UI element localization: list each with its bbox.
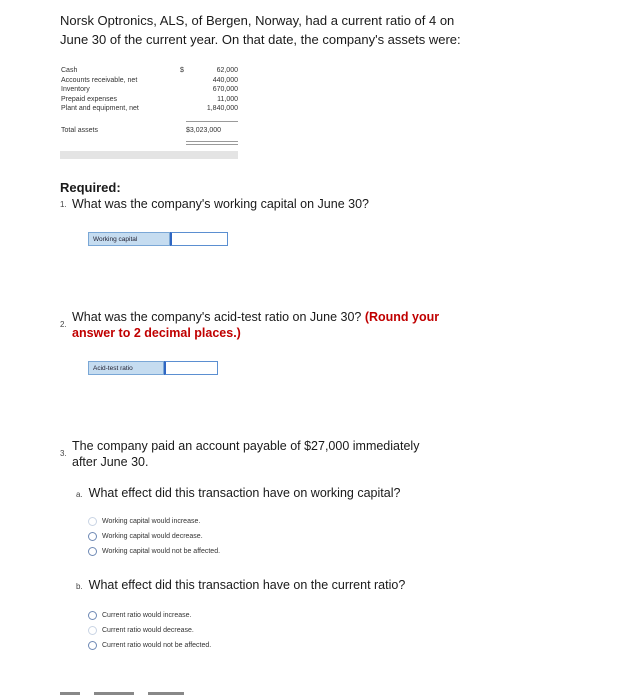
asset-label: Inventory	[61, 86, 90, 93]
currency-symbol	[180, 95, 188, 105]
question-3a-text: What effect did this transaction have on working capital?	[88, 486, 401, 500]
asset-label: Plant and equipment, net	[61, 105, 139, 112]
question-3a-letter: a.	[76, 490, 83, 499]
asset-row-inventory	[61, 85, 238, 95]
subtotal-rule	[186, 121, 238, 122]
question-3-number: 3.	[60, 449, 67, 458]
intro-line-2: June 30 of the current year. On that date, the company's assets were:	[60, 32, 461, 47]
total-value: $3,023,000	[186, 127, 222, 134]
question-2-round-note-a: (Round your	[364, 310, 440, 324]
option-label: Working capital would not be affected.	[102, 548, 221, 555]
radio-icon[interactable]	[88, 532, 97, 541]
radio-icon[interactable]	[88, 547, 97, 556]
asset-row-plant	[61, 104, 238, 114]
question-3a	[76, 486, 400, 500]
asset-row-receivables	[61, 76, 238, 86]
total-assets-row	[61, 127, 238, 134]
option-wc-decrease[interactable]	[88, 532, 203, 541]
required-heading: Required:	[60, 180, 121, 195]
question-2-number: 2.	[60, 320, 67, 329]
asset-value: 440,000	[212, 76, 238, 84]
currency-symbol	[180, 85, 188, 95]
question-3-line-2: after June 30.	[72, 455, 149, 469]
asset-value: 670,000	[212, 86, 238, 93]
option-label: Current ratio would increase.	[102, 612, 192, 619]
question-1-text: What was the company's working capital on June 30?	[72, 197, 369, 211]
total-double-rule-top	[186, 141, 238, 142]
option-cr-increase[interactable]	[88, 611, 192, 620]
radio-icon[interactable]	[88, 626, 97, 635]
option-label: Current ratio would not be affected.	[102, 642, 212, 649]
option-label: Working capital would increase.	[102, 518, 201, 525]
question-3b-text: What effect did this transaction have on the current ratio?	[88, 578, 406, 592]
currency-symbol	[180, 104, 188, 114]
asset-label: Accounts receivable, net	[61, 76, 138, 84]
currency-symbol	[180, 76, 188, 86]
question-2-text	[72, 309, 512, 341]
cut-off-text-fragment	[60, 692, 250, 700]
question-3b	[76, 578, 405, 592]
option-label: Current ratio would decrease.	[102, 627, 194, 634]
option-wc-increase[interactable]	[88, 517, 200, 526]
asset-label: Cash	[61, 67, 78, 74]
table-footer-band	[60, 151, 238, 159]
option-wc-not-affected[interactable]	[88, 547, 220, 556]
asset-value: 11,000	[217, 95, 238, 103]
question-2-main: What was the company's acid-test ratio on June 30?	[72, 310, 362, 324]
asset-label: Prepaid expenses	[61, 95, 118, 103]
acid-test-input[interactable]	[164, 361, 218, 375]
intro-line-1: Norsk Optronics, ALS, of Bergen, Norway, had a current ratio of 4 on	[60, 13, 455, 28]
option-cr-not-affected[interactable]	[88, 641, 211, 650]
working-capital-input[interactable]	[170, 232, 228, 246]
option-cr-decrease[interactable]	[88, 626, 194, 635]
acid-test-label: Acid-test ratio	[88, 361, 164, 375]
question-2-round-note-b: answer to 2 decimal places.)	[72, 326, 241, 340]
question-3b-letter: b.	[76, 582, 83, 591]
option-label: Working capital would decrease.	[102, 533, 203, 540]
radio-icon[interactable]	[88, 517, 97, 526]
total-label: Total assets	[61, 127, 98, 134]
working-capital-answer-row	[88, 232, 228, 246]
radio-icon[interactable]	[88, 641, 97, 650]
asset-value: 1,840,000	[206, 105, 238, 112]
assets-table	[61, 66, 238, 114]
acid-test-answer-row	[88, 361, 218, 375]
problem-intro	[60, 11, 580, 49]
question-3-line-1: The company paid an account payable of $27,000 immediately	[72, 439, 420, 453]
question-1-number: 1.	[60, 200, 67, 209]
asset-value: 62,000	[216, 67, 238, 74]
currency-symbol: $	[180, 67, 184, 74]
radio-icon[interactable]	[88, 611, 97, 620]
working-capital-label: Working capital	[88, 232, 170, 246]
asset-row-cash	[61, 66, 238, 76]
asset-row-prepaid	[61, 95, 238, 105]
question-3-text	[72, 438, 512, 470]
total-double-rule-bottom	[186, 144, 238, 145]
